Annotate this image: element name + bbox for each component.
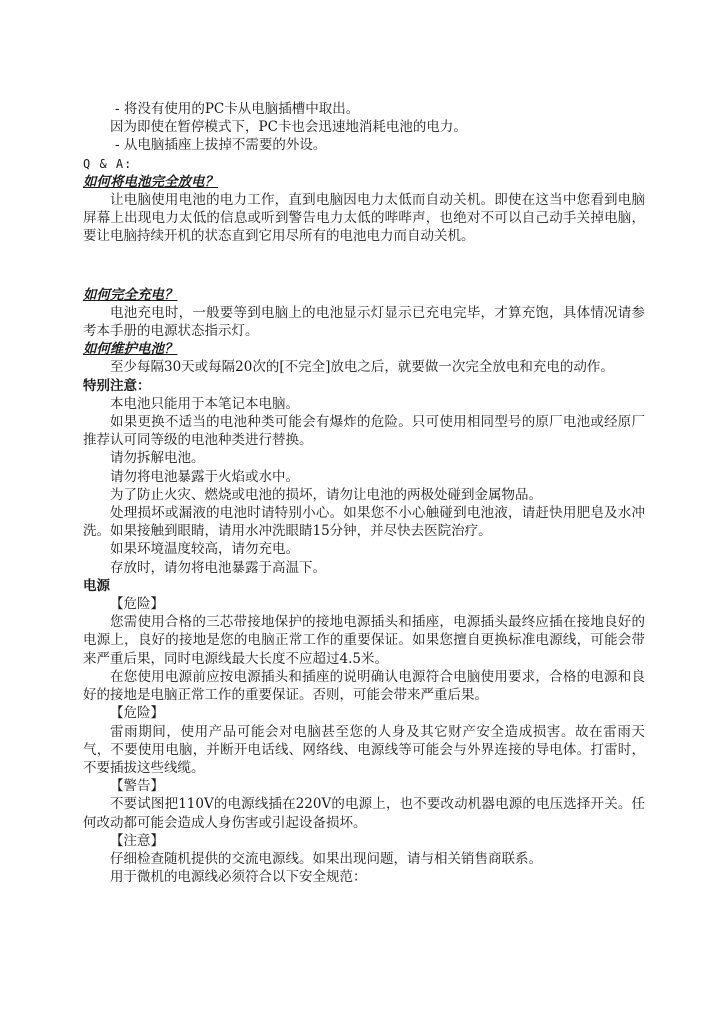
qa-question-charge: 如何完全充电？	[83, 286, 178, 303]
qa-question-maintain: 如何维护电池？	[83, 341, 178, 358]
document-page	[83, 100, 645, 886]
notes-item: 本电池只能用于本笔记本电脑。	[110, 395, 299, 412]
power-danger-label: 【危险】	[110, 705, 164, 722]
qa-answer-discharge: 让电脑使用电池的电力工作，直到电脑因电力太低而自动关机。即使在这当中您看到电脑屏幕上出现电力太低的信息或听到警告电力太低的哔哔声，也绝对不可以自己动手关掉电脑，要让电脑持续开机的状态直到它用尽所有的电池电力而自动关机。	[83, 192, 645, 245]
intro-line-pc-card: - 将没有使用的PC卡从电脑插槽中取出。	[115, 101, 360, 117]
power-note-label: 【注意】	[110, 832, 164, 849]
intro-line-pc-card-reason: 因为即使在暂停模式下，PC卡也会迅速地消耗电池的电力。	[110, 119, 467, 136]
power-note-paragraph: 用于微机的电源线必须符合以下安全规范：	[110, 869, 367, 886]
notes-item: 请勿将电池暴露于火焰或水中。	[110, 468, 299, 485]
section-spacer	[83, 246, 645, 286]
notes-item: 请勿拆解电池。	[110, 450, 205, 467]
notes-item: 如果环境温度较高，请勿充电。	[110, 541, 299, 558]
qa-answer-charge: 电池充电时，一般要等到电脑上的电池显示灯显示已充电完毕，才算充饱，具体情况请参考本手册的电源状态指示灯。	[83, 304, 645, 340]
power-danger-paragraph: 雷雨期间，使用产品可能会对电脑甚至您的人身及其它财产安全造成损害。故在雷雨天气，不要使用电脑，并断开电话线、网络线、电源线等可能会与外界连接的导电体。打雷时，不要插拔这些线缆。	[83, 723, 645, 776]
notes-item: 处理损坏或漏液的电池时请特别小心。如果您不小心触碰到电池液，请赶快用肥皂及水冲洗。如果接触到眼睛，请用水冲洗眼睛15分钟，并尽快去医院治疗。	[83, 505, 645, 540]
power-danger-paragraph: 在您使用电源前应按电源插头和插座的说明确认电源符合电脑使用要求，合格的电源和良好的接地是电脑正常工作的重要保证。否则，可能会带来严重后果。	[83, 668, 645, 704]
intro-line-peripherals: - 从电脑插座上拔掉不需要的外设。	[115, 137, 327, 154]
power-warning-paragraph: 不要试图把110V的电源线插在220V的电源上，也不要改动机器电源的电压选择开关。任何改动都可能会造成人身伤害或引起设备损坏。	[83, 796, 645, 831]
notes-item: 存放时，请勿将电池暴露于高温下。	[110, 559, 326, 576]
qa-label: Q & A:	[83, 156, 133, 171]
power-danger-paragraph: 您需使用合格的三芯带接地保护的接地电源插头和插座，电源插头最终应插在接地良好的电源上，良好的接地是您的电脑正常工作的重要保证。如果您擅自更换标准电源线，可能会带来严重后果，同时电源线最大长度不应超过4.5米。	[83, 614, 645, 667]
qa-question-discharge: 如何将电池完全放电？	[83, 173, 218, 190]
power-section-title: 电源	[83, 577, 110, 594]
qa-answer-maintain: 至少每隔30天或每隔20次的[不完全]放电之后，就要做一次完全放电和充电的动作。	[110, 359, 614, 376]
notes-title: 特别注意：	[83, 377, 151, 394]
notes-item: 为了防止火灾、燃烧或电池的损坏，请勿让电池的两极处碰到金属物品。	[110, 486, 542, 503]
power-danger-label: 【危险】	[110, 596, 164, 613]
power-warning-label: 【警告】	[110, 778, 164, 795]
power-note-paragraph: 仔细检查随机提供的交流电源线。如果出现问题，请与相关销售商联系。	[110, 850, 542, 867]
notes-item: 如果更换不适当的电池种类可能会有爆炸的危险。只可使用相同型号的原厂电池或经原厂推荐认可同等级的电池种类进行替换。	[83, 414, 645, 449]
